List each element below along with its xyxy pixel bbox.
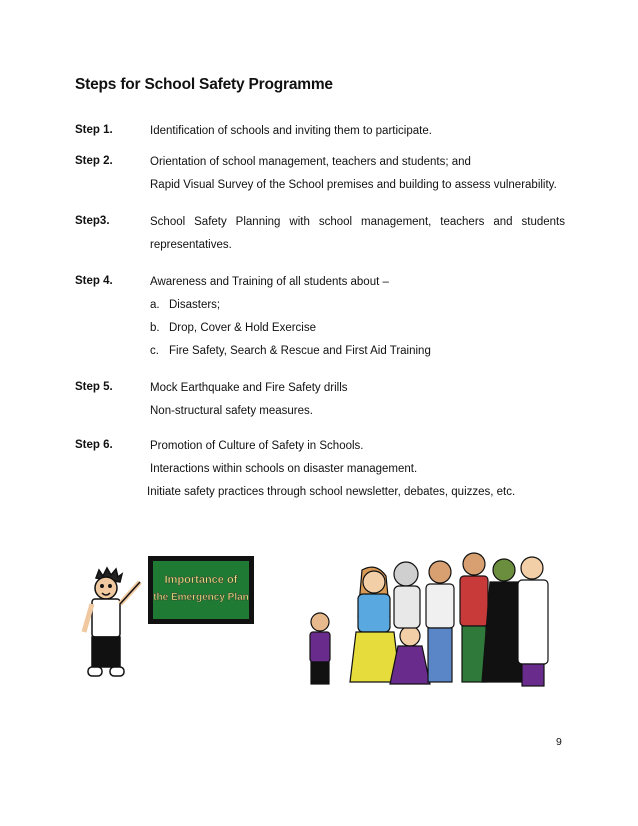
step-body [150,215,565,261]
man-red-shirt-icon [426,561,454,682]
step-text: Mock Earthquake and Fire Safety drills [150,382,348,394]
step-label: Step 6. [75,439,113,451]
step-label: Step 5. [75,381,113,393]
step-text: representatives. [150,239,232,251]
step-text: Initiate safety practices through school newsletter, debates, quizzes, etc. [147,486,516,498]
step-body [150,275,565,367]
step-text: Rapid Visual Survey of the School premises and building to assess vulnerability. [150,179,557,191]
pointing-boy-icon [84,568,140,676]
step-label: Step 4. [75,275,113,287]
emergency-plan-illustration [78,552,258,692]
board-line-1: Importance of [164,574,238,586]
list-item [150,321,565,344]
step-intro: Awareness and Training of all students about – [150,276,389,288]
step-text: Interactions within schools on disaster management. [150,463,418,475]
page-number: 9 [556,736,562,748]
step-text: Identification of schools and inviting them to participate. [150,125,432,137]
step-body [150,381,565,427]
step-body [147,439,565,508]
step-label: Step3. [75,215,110,227]
step-text: Orientation of school management, teachers and students; and [150,156,471,168]
list-item [150,344,565,367]
step-text: School Safety Planning with school management, teachers and students [150,216,565,228]
list-marker: c. [150,345,159,357]
list-marker: b. [150,322,160,334]
step-label: Step 2. [75,155,113,167]
page-title: Steps for School Safety Programme [75,76,333,93]
woman-icon [350,567,400,682]
board-line-2: the Emergency Plan [153,592,249,603]
elder-woman-icon [394,562,420,628]
list-marker: a. [150,299,160,311]
list-item-text: Disasters; [169,299,221,311]
community-group-illustration [300,550,560,700]
step-body [150,155,565,201]
emergency-plan-board [148,556,254,624]
list-item [150,298,565,321]
girl-icon [390,626,430,684]
step-text: Promotion of Culture of Safety in Schools. [150,440,364,452]
child-boy-icon [310,613,330,684]
step-body [150,124,565,147]
list-item-text: Drop, Cover & Hold Exercise [169,322,316,334]
step-text: Non-structural safety measures. [150,405,313,417]
doctor-icon [518,557,548,686]
step-label: Step 1. [75,124,113,136]
list-item-text: Fire Safety, Search & Rescue and First Aid Training [169,345,431,357]
